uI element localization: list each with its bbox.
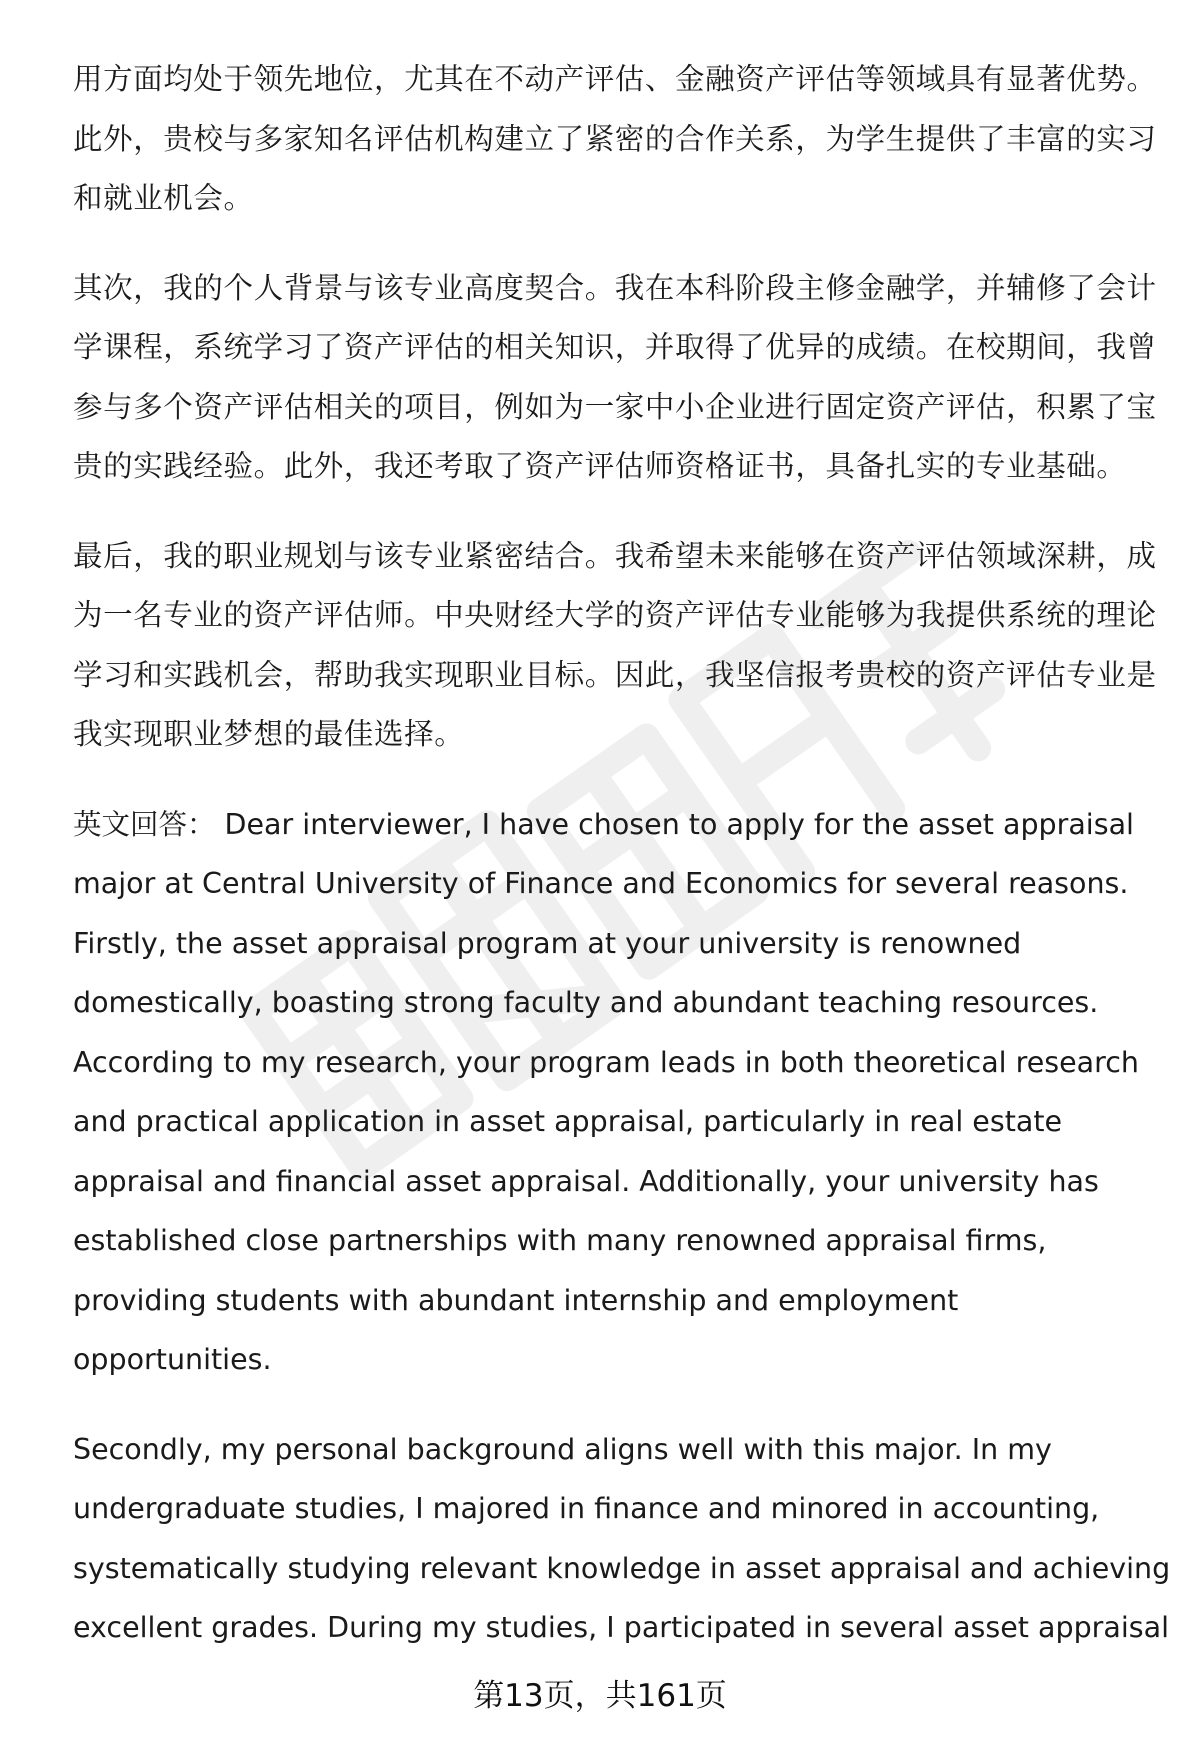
text-line: 英文回答： Dear interviewer, I have chosen to apply for the asset appraisal [73, 807, 1134, 841]
text-line: domestically, boasting strong faculty and abundant teaching resources. [73, 986, 1099, 1019]
text-line: 学习和实践机会，帮助我实现职业目标。因此，我坚信报考贵校的资产评估专业是 [73, 657, 1157, 692]
text-line: Secondly, my personal background aligns well with this major. In my [73, 1432, 1052, 1466]
paragraph-spacer [73, 1390, 1153, 1420]
text-line: 我实现职业梦想的最佳选择。 [73, 717, 465, 751]
text-line: excellent grades. During my studies, I participated in several asset appraisal [73, 1611, 1169, 1644]
text-line: major at Central University of Finance and Economics for several reasons. [73, 867, 1129, 900]
text-line: 其次，我的个人背景与该专业高度契合。我在本科阶段主修金融学，并辅修了会计 [73, 270, 1157, 305]
text-line: 学课程，系统学习了资产评估的相关知识，并取得了优异的成绩。在校期间，我曾 [73, 330, 1157, 364]
text-line: According to my research, your program leads in both theoretical research [73, 1045, 1139, 1079]
paragraph [73, 50, 1157, 229]
paragraph-spacer [73, 229, 1153, 259]
text-line: 参与多个资产评估相关的项目，例如为一家中小企业进行固定资产评估，积累了宝 [73, 389, 1157, 424]
body-text [73, 50, 1171, 1658]
text-line: 用方面均处于领先地位，尤其在不动产评估、金融资产评估等领域具有显著优势。 [73, 62, 1157, 96]
text-line: systematically studying relevant knowledge in asset appraisal and achieving [73, 1551, 1171, 1585]
text-line: undergraduate studies, I majored in finance and minored in accounting, [73, 1492, 1100, 1525]
paragraph [73, 259, 1157, 497]
text-line: established close partnerships with many renowned appraisal firms, [73, 1224, 1047, 1257]
text-line: providing students with abundant internship and employment [73, 1283, 959, 1317]
text-line: 为一名专业的资产评估师。中央财经大学的资产评估专业能够为我提供系统的理论 [73, 598, 1157, 632]
paragraph [73, 1420, 1171, 1658]
text-line: Firstly, the asset appraisal program at your university is renowned [73, 926, 1022, 960]
text-line: 贵的实践经验。此外，我还考取了资产评估师资格证书，具备扎实的专业基础。 [73, 449, 1127, 483]
paragraph-spacer [73, 765, 1153, 795]
page-number: 第13页，共161页 [473, 1678, 727, 1714]
text-line: appraisal and financial asset appraisal. Additionally, your university has [73, 1164, 1099, 1198]
paragraph [73, 795, 1153, 1390]
text-line: opportunities. [73, 1343, 272, 1376]
text-line: 和就业机会。 [73, 181, 254, 215]
paragraph-spacer [73, 497, 1153, 527]
text-line: 最后，我的职业规划与该专业紧密结合。我希望未来能够在资产评估领域深耕，成 [73, 538, 1157, 573]
paragraph [73, 527, 1157, 765]
text-line: and practical application in asset appraisal, particularly in real estate [73, 1105, 1063, 1138]
text-line: 此外，贵校与多家知名评估机构建立了紧密的合作关系，为学生提供了丰富的实习 [73, 121, 1157, 156]
